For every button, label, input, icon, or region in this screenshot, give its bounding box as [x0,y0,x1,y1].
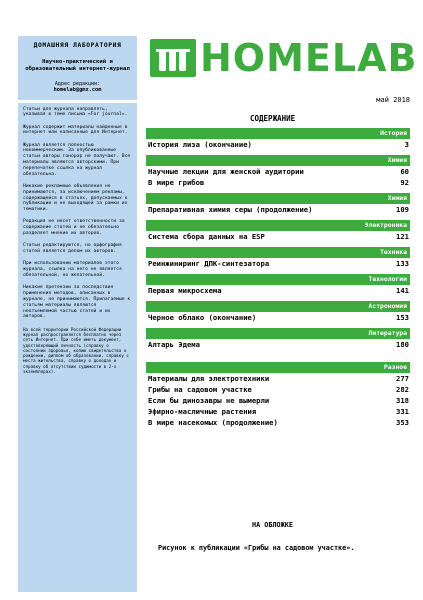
sidebar-paragraph: Статьи редактируются, но орфография статей является делом их авторов. [23,243,122,255]
cover-note-title: НА ОБЛОЖКЕ [252,521,293,529]
sidebar-paragraph: Никакие реклaмные объявления не принимаются, за исключением рекламы, содержащейся в статьях, допускаемых к публикации и не выходящей за рамки их тематики. [23,183,128,213]
section-label: Химия [387,156,407,164]
toc-entry[interactable] [146,231,410,242]
entry-page: 180 [396,340,409,349]
issue-date: май 2018 [376,96,410,104]
toc-entry[interactable] [146,339,410,350]
section-label: Литература [368,329,407,337]
lab-flasks-icon [150,39,196,77]
sidebar-paragraph: Журнал содержит материалы найденные в интернет или написанные для Интернет. [23,124,128,136]
entry-title: Алтарь Эдема [148,340,200,349]
sidebar-notes [18,103,137,593]
sidebar-paragraph: Журнал является полностью некоммерческим. Зa опубликованные статьи авторы гонорар не получают. Все материалы являются авторскими. При перепечатке ссылка на журнал обязательна. [23,142,131,177]
toc-entry[interactable] [146,406,410,417]
toc-entry[interactable] [146,384,410,395]
cover-note-text: Рисунок к публикации «Грибы на садовом участке». [158,544,355,552]
section-label: Технологии [368,275,407,283]
entry-title: Грибы на садовом участке [148,385,252,394]
toc-entry[interactable] [146,312,410,323]
toc-entry[interactable] [146,417,410,428]
entry-page: 92 [400,178,409,187]
contents-title: СОДЕРЖАНИЕ [250,114,296,123]
journal-subtitle: Научно-практический и образовательный интернет-журнал [25,58,130,72]
entry-title: Реинжиниринг ДПК-синтезатора [148,259,270,268]
sidebar-paragraph: Редакция не несет ответственности за содержание статей и не обязательно разделяет мнение их авторов. [23,219,125,237]
section-bar [146,220,410,231]
toc-entry[interactable] [146,373,410,384]
entry-title: Препаративная химия серы (продолжение) [148,205,313,214]
section-bar [146,247,410,258]
entry-page: 331 [396,407,409,416]
entry-page: 141 [396,286,409,295]
toc-entry[interactable] [146,204,410,215]
address-label: Адрес редакции: [54,80,101,87]
sidebar-paragraph: Статьи для журнала направлять, указывая в теме письма «For journal». [23,106,128,118]
entry-page: 109 [396,205,409,214]
entry-title: Черное облако (окончание) [148,313,257,322]
entry-page: 277 [396,374,409,383]
entry-page: 282 [396,385,409,394]
entry-page: 3 [404,140,409,149]
section-label: Астрономия [368,302,407,310]
entry-page: 153 [396,313,409,322]
section-bar [146,128,410,139]
logo-text: HOMELAB [200,36,418,80]
toc-entry[interactable] [146,285,410,296]
section-label: Разное [383,363,407,371]
entry-page: 353 [396,418,409,427]
entry-title: Если бы динозавры не вымерли [148,396,270,405]
section-bar [146,328,410,339]
toc-entry[interactable] [146,177,410,188]
org-name: ДОМАШНЯЯ ЛАБОРАТОРИЯ [33,42,122,49]
section-bar [146,301,410,312]
entry-title: В мире грибов [148,178,205,187]
entry-page: 318 [396,396,409,405]
section-bar [146,362,410,373]
table-of-contents [146,128,410,428]
toc-entry[interactable] [146,395,410,406]
entry-title: Первая микросхема [148,286,222,295]
entry-page: 133 [396,259,409,268]
section-bar [146,155,410,166]
sidebar-paragraph: При использовании материалов этого журнала, ссылка на него не является обязательной, но желательной. [23,261,122,279]
toc-entry[interactable] [146,166,410,177]
section-bar [146,193,410,204]
section-label: Электроника [364,221,407,229]
sidebar-paragraph: Никакие претензии за последствия применения методов, описанных в журнале, не принимаются. Прилагаемые к статьям материалы являются неотъемлемой частью статей и их авторов. [23,285,131,320]
sidebar-header [18,36,137,100]
email-link[interactable]: homelab@gmx.com [53,86,102,93]
entry-page: 60 [400,167,409,176]
homelab-logo [150,33,418,87]
section-bar [146,274,410,285]
entry-title: Система сбора данных на ESP [148,232,265,241]
entry-title: Материалы для электротехники [148,374,270,383]
entry-title: Эфирно-масличные растения [148,407,257,416]
sidebar [18,36,137,592]
section-label: Техника [380,248,407,256]
sidebar-paragraph: На всей территории Российской Федерации журнал распространяется бесплатно через сеть Интернет. При себе иметь документ, удостоверяющий личность (справку о состоянии здоровья, копию свидетельства о рождении, диплом об образовании, справку с места жительства, справку о доходах и справку об отсутствии судимости в 2-х экземплярах). [23,326,129,374]
entry-title: В мире насекомых (продолжение) [148,418,278,427]
section-label: Химия [387,194,407,202]
toc-entry[interactable] [146,139,410,150]
entry-title: Научные лекции для женской аудитории [148,167,304,176]
section-label: История [380,129,407,137]
toc-entry[interactable] [146,258,410,269]
entry-title: История лиза (окончание) [148,140,252,149]
entry-page: 121 [396,232,409,241]
